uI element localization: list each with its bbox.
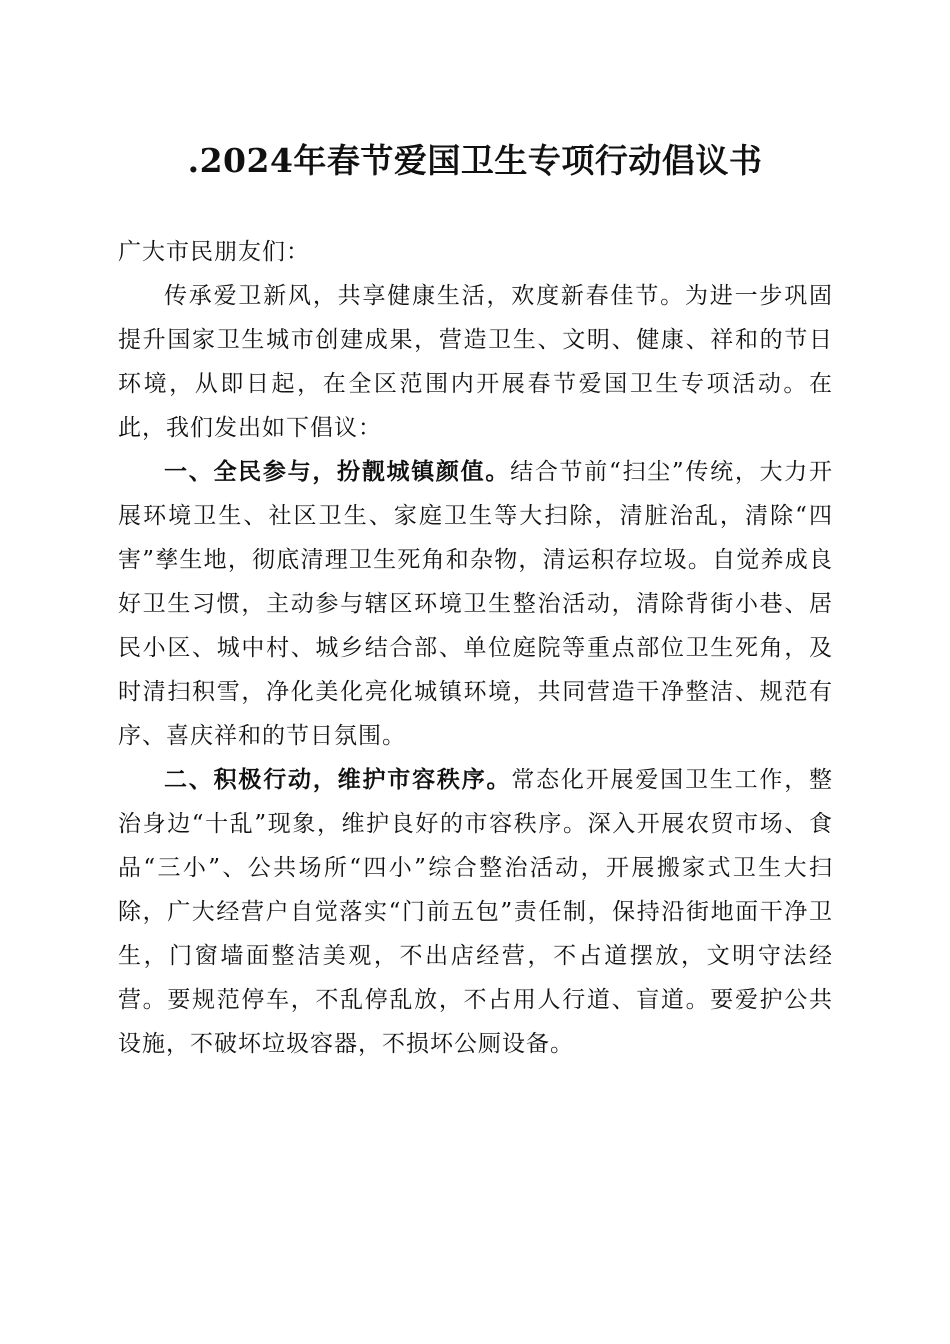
document-body xyxy=(118,230,833,1066)
salutation: 广大市民朋友们： xyxy=(118,239,310,265)
paragraph-text: 传承爱卫新风，共享健康生活，欢度新春佳节。为进一步巩固提升国家卫生城市创建成果，营造卫生、文明、健康、祥和的节日环境，从即日起，在全区范围内开展春节爱国卫生专项活动。在此，我们发出如下倡议： xyxy=(118,283,833,441)
paragraph-section-2 xyxy=(118,758,833,1066)
section-heading: 二、积极行动，维护市容秩序。 xyxy=(164,767,512,793)
paragraph-intro xyxy=(118,274,833,450)
paragraph-section-1 xyxy=(118,450,833,758)
document-title: .2024年春节爱国卫生专项行动倡议书 xyxy=(187,141,763,180)
paragraph-text: 常态化开展爱国卫生工作，整治身边“十乱”现象，维护良好的市容秩序。深入开展农贸市场、食品“三小”、公共场所“四小”综合整治活动，开展搬家式卫生大扫除，广大经营户自觉落实“门前五包”责任制，保持沿街地面干净卫生，门窗墙面整洁美观，不出店经营，不占道摆放，文明守法经营。要规范停车，不乱停乱放，不占用人行道、盲道。要爱护公共设施，不破坏垃圾容器，不损坏公厕设备。 xyxy=(118,767,834,1057)
section-heading: 一、全民参与，扮靓城镇颜值。 xyxy=(164,459,511,485)
paragraph-text: 结合节前“扫尘”传统，大力开展环境卫生、社区卫生、家庭卫生等大扫除，清脏治乱，清除“四害”孳生地，彻底清理卫生死角和杂物，清运积存垃圾。自觉养成良好卫生习惯，主动参与辖区环境卫生整治活动，清除背街小巷、居民小区、城中村、城乡结合部、单位庭院等重点部位卫生死角，及时清扫积雪，净化美化亮化城镇环境，共同营造干净整洁、规范有序、喜庆祥和的节日氛围。 xyxy=(118,459,833,749)
